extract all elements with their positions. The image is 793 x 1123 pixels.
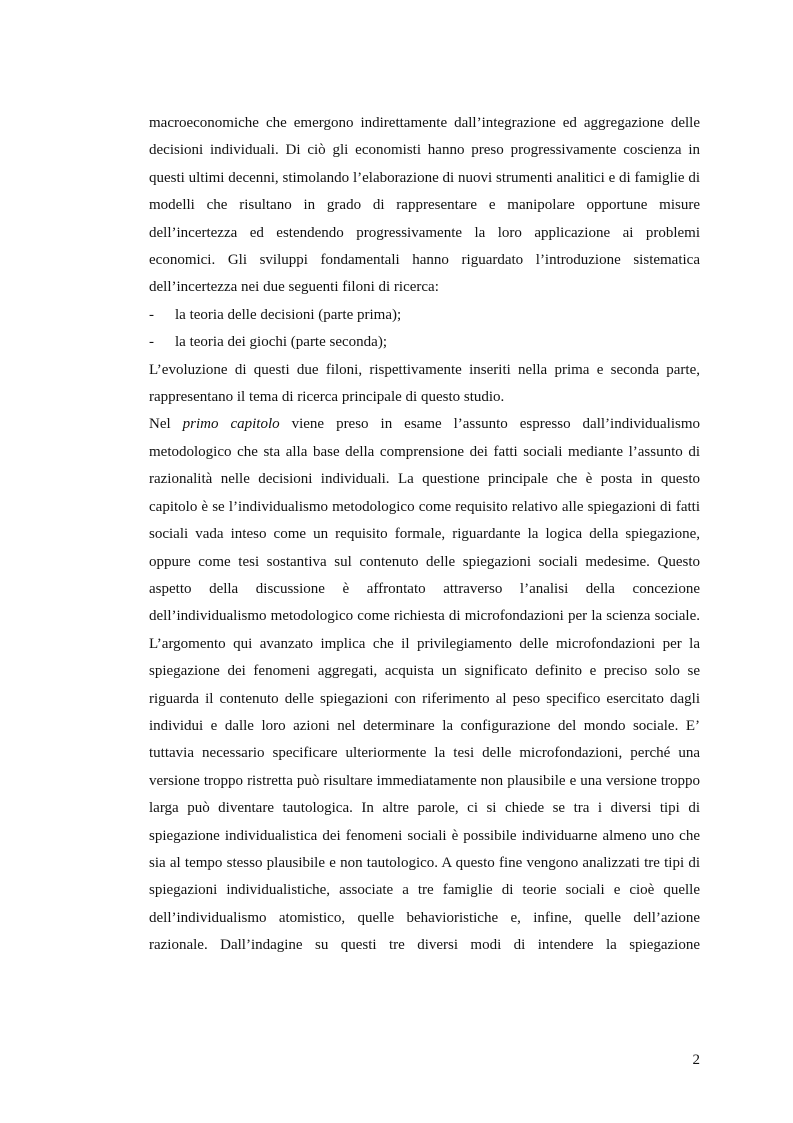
document-body xyxy=(149,110,700,960)
page-number: 2 xyxy=(692,1052,700,1068)
list-bullet: - xyxy=(149,334,154,351)
list-item-decision-theory xyxy=(149,302,700,329)
list-bullet: - xyxy=(149,306,154,323)
paragraph-body: viene preso in esame l’assunto espresso dall’individualismo metodologico che sta alla base della comprensione dei fatti sociali mediante l’assunto di razionalità nelle decisioni individuali. La questione principale che è posta in questo capitolo è se l’individualismo metodologico come requisito relativo alle spiegazioni di fatti sociali vada inteso come un requisito formale, riguardante la logica della spiegazione, oppure come tesi sostantiva sul contenuto delle spiegazioni sociali medesime. Questo aspetto della discussione è affrontato attraverso l’analisi della concezione dell’individualismo metodologico come richiesta di microfondazioni per la scienza sociale. L’argomento qui avanzato implica che il privilegiamento delle microfondazioni per la spiegazione dei fenomeni aggregati, acquista un significato definito e preciso solo se riguarda il contenuto delle spiegazioni con riferimento al peso specifico esercitato dagli individui e dalle loro azioni nel determinare la configurazione del mondo sociale. E’ tuttavia necessario specificare ulteriormente la tesi delle microfondazioni, perché una versione troppo ristretta può risultare immediatamente non plausibile e una versione troppo larga può diventare tautologica. In altre parole, ci si chiede se tra i diversi tipi di spiegazione individualistica dei fenomeni sociali è possibile individuarne almeno uno che sia al tempo stesso plausibile e non tautologico. A questo fine vengono analizzati tre tipi di spiegazioni individualistiche, associate a tre famiglie di teorie sociali e cioè quelle dell’individualismo atomistico, quelle behavioristiche e, infine, quelle dell’azione razionale. Dall’indagine su questi tre diversi modi di intendere la spiegazione xyxy=(149,416,701,954)
list-item-text: la teoria delle decisioni (parte prima); xyxy=(175,306,402,323)
paragraph-continued: macroeconomiche che emergono indirettamente dall’integrazione ed aggregazione delle decisioni individuali. Di ciò gli economisti hanno preso progressivamente coscienza in questi ultimi decenni, stimolando l’elaborazione di nuovi strumenti analitici e di famiglie di modelli che risultano in grado di rappresentare e manipolare opportune misure dell’incertezza ed estendendo progressivamente la loro applicazione ai problemi economici. Gli sviluppi fondamentali hanno riguardato l’introduzione sistematica dell’incertezza nei due seguenti filoni di ricerca: xyxy=(149,115,700,296)
list-item-text: la teoria dei giochi (parte seconda); xyxy=(175,334,387,351)
list-item-game-theory xyxy=(149,329,700,356)
paragraph-first-chapter xyxy=(149,411,700,959)
paragraph-lead: Nel xyxy=(149,416,171,433)
paragraph-research-theme: L’evoluzione di questi due filoni, rispettivamente inseriti nella prima e seconda parte, rappresentano il tema di ricerca principale di questo studio. xyxy=(149,361,700,406)
emphasis-primo-capitolo: primo capitolo xyxy=(182,416,280,433)
